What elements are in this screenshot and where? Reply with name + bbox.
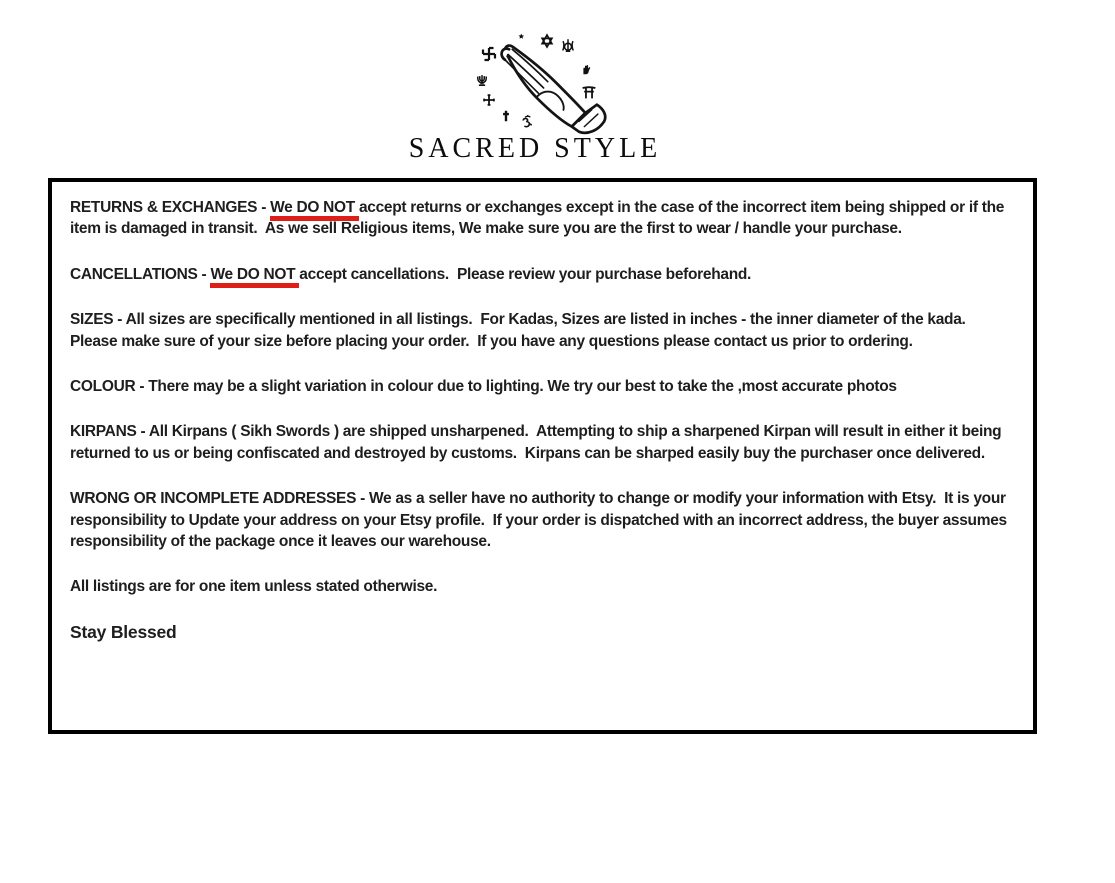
cross-crosslet-icon	[482, 93, 496, 107]
latin-cross-icon	[500, 109, 513, 124]
om-icon	[520, 115, 535, 130]
paragraph-text: accept cancellations. Please review your purchase beforehand.	[299, 265, 752, 283]
khanda-icon	[561, 39, 576, 54]
paragraph-title: RETURNS & EXCHANGES -	[70, 199, 271, 216]
brand-name: SACRED STYLE	[408, 133, 662, 164]
do-not-highlight: We DO NOT	[210, 266, 299, 288]
paragraph-title: KIRPANS -	[70, 423, 149, 441]
closing-text: Stay Blessed	[70, 621, 177, 642]
policy-paragraph-one-item	[70, 576, 1017, 597]
paragraph-title: SIZES -	[70, 311, 126, 329]
policy-paragraph-addresses	[70, 488, 1017, 552]
policy-paragraph-cancellations	[70, 264, 1017, 285]
policy-box	[48, 178, 1037, 734]
paragraph-text: All sizes are specifically mentioned in all listings. For Kadas, Sizes are listed in inches - the inner diameter of the kada. Please make sure of your size before placing your order. If you have any questions please contact us prior to ordering.	[70, 311, 974, 350]
logo	[0, 0, 1115, 175]
paragraph-title: WRONG OR INCOMPLETE ADDRESSES -	[70, 490, 369, 508]
paragraph-title: CANCELLATIONS -	[70, 265, 211, 283]
paragraph-text: All listings are for one item unless stated otherwise.	[70, 578, 438, 596]
star-and-crescent-icon	[509, 29, 526, 46]
swastika-icon	[482, 47, 497, 62]
do-not-highlight: We DO NOT	[270, 199, 359, 221]
paragraph-text: We as a seller have no authority to change or modify your information with Etsy. It is your responsibility to Update your address on your Etsy profile. If your order is dispatched with an incorrect address, the buyer assumes responsibility of the package once it leaves our warehouse.	[70, 490, 1011, 551]
policy-paragraph-returns	[70, 197, 1017, 240]
policy-paragraph-colour	[70, 376, 1017, 397]
policy-paragraph-sizes	[70, 309, 1017, 352]
star-of-david-icon	[540, 34, 555, 49]
hamsa-hand-icon	[580, 63, 593, 76]
paragraph-text: All Kirpans ( Sikh Swords ) are shipped unsharpened. Attempting to ship a sharpened Kirpan will result in either it being returned to us or being confiscated and destroyed by customs. Kirpans can be sharped easily buy the purchaser once delivered.	[70, 423, 1006, 462]
menorah-icon	[475, 73, 489, 87]
paragraph-title: COLOUR -	[70, 378, 149, 396]
policy-paragraph-kirpans	[70, 421, 1017, 464]
paragraph-text: There may be a slight variation in colour due to lighting. We try our best to take the ,most accurate photos	[148, 378, 897, 396]
paragraph-text: accept returns or exchanges except in the case of the incorrect item being shipped or if the item is damaged in transit. As we sell Religious items, We make sure you are the first to wear / handle your purchase.	[70, 199, 1009, 238]
torii-gate-icon	[581, 84, 597, 100]
